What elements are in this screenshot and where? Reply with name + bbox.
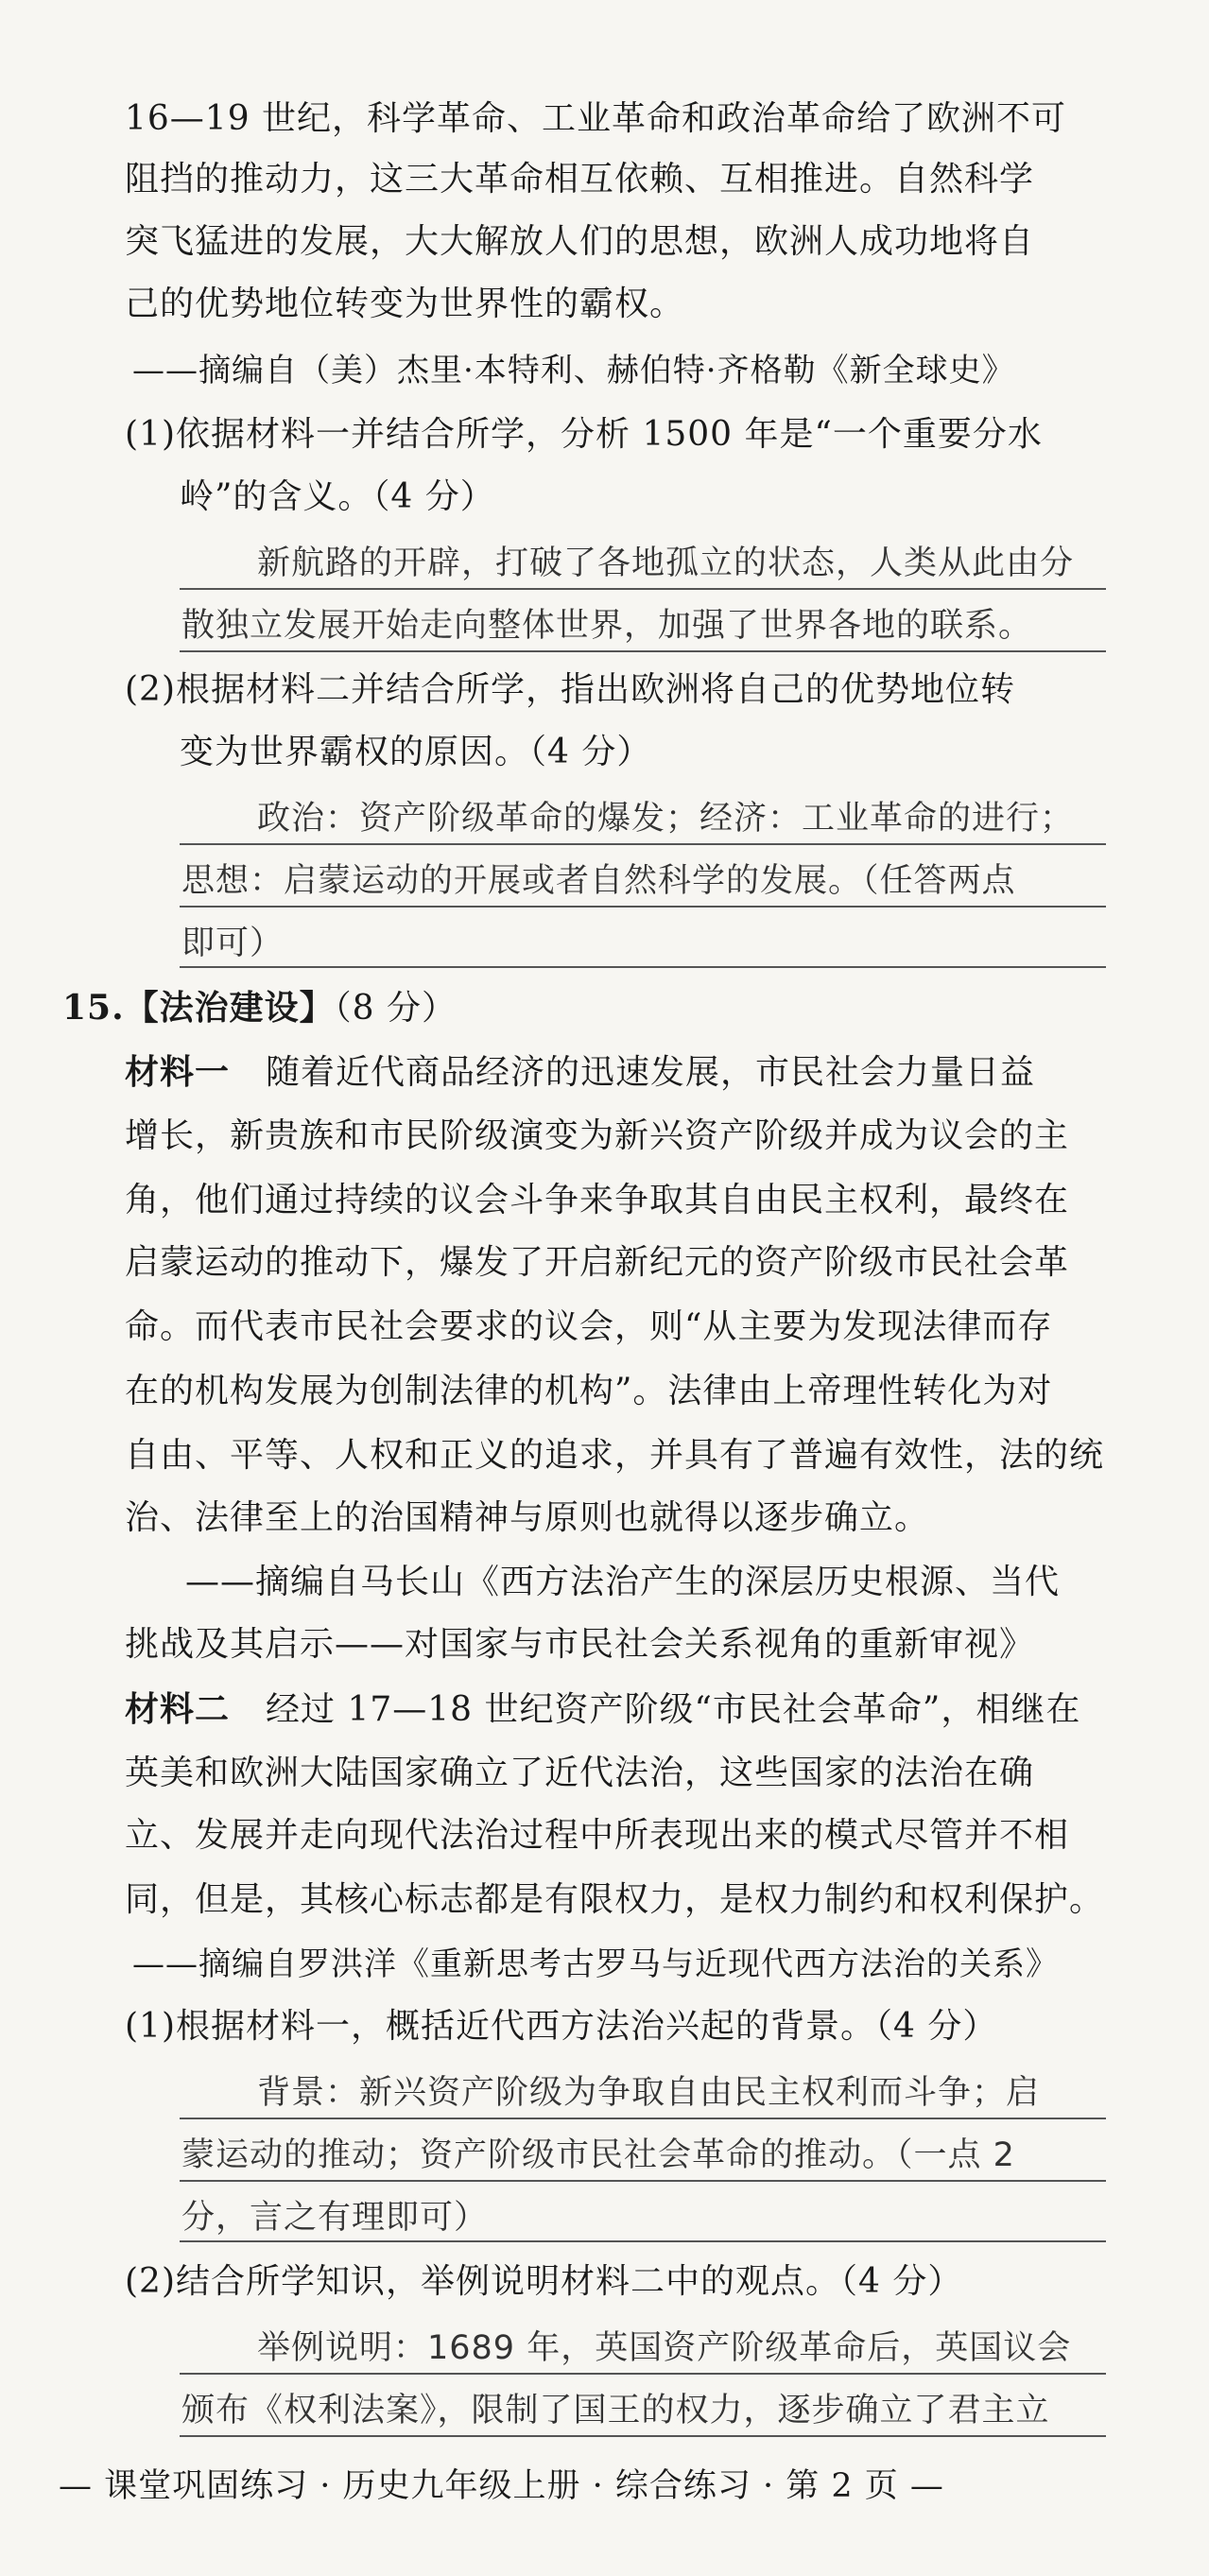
q15-sub1-answer: 分，言之有理即可） — [181, 2199, 489, 2237]
intro-line: 突飞猛进的发展，大大解放人们的思想，欧洲人成功地将自 — [125, 222, 1035, 261]
q15-sub2-answer: 颁布《权利法案》，限制了国王的权力，逐步确立了君主立 — [181, 2392, 1050, 2429]
answer-rule — [180, 843, 1106, 845]
answer-rule — [180, 650, 1106, 652]
answer-rule — [180, 588, 1106, 590]
material-one-source: 挑战及其启示——对国家与市民社会关系视角的重新审视》 — [125, 1625, 1035, 1664]
material-two-line: 立、发展并走向现代法治过程中所表现出来的模式尽管并不相 — [125, 1816, 1070, 1855]
material-one-line: 自由、平等、人权和正义的追求，并具有了普遍有效性，法的统 — [125, 1436, 1105, 1475]
material-one-source: ——摘编自马长山《西方法治产生的深层历史根源、当代 — [185, 1563, 1061, 1601]
question-tag: 【法治建设】 — [124, 988, 335, 1028]
q15-sub2-answer: 举例说明：1689 年，英国资产阶级革命后，英国议会 — [257, 2329, 1072, 2367]
q14-sub2-answer: 政治：资产阶级革命的爆发；经济：工业革命的进行； — [257, 800, 1075, 838]
intro-line: 16—19 世纪，科学革命、工业革命和政治革命给了欧洲不可 — [125, 99, 1067, 138]
q14-sub1-answer: 散独立发展开始走向整体世界，加强了世界各地的联系。 — [181, 607, 1033, 645]
page-footer: — 课堂巩固练习 · 历史九年级上册 · 综合练习 · 第 2 页 — — [59, 2467, 944, 2505]
material-one-line: 命。而代表市民社会要求的议会，则“从主要为发现法律而存 — [125, 1307, 1053, 1346]
answer-rule — [180, 2118, 1106, 2119]
answer-rule — [180, 2373, 1106, 2375]
material-two-line: 材料二 经过 17—18 世纪资产阶级“市民社会革命”，相继在 — [125, 1689, 1081, 1729]
q14-sub2-line: 变为世界霸权的原因。（4 分） — [180, 733, 652, 771]
material-one-line: 在的机构发展为创制法律的机构”。法律由上帝理性转化为对 — [125, 1372, 1053, 1410]
answer-rule — [180, 2435, 1106, 2437]
q14-sub2-answer: 思想：启蒙运动的开展或者自然科学的发展。（任答两点 — [181, 862, 1016, 900]
material-two-source: ——摘编自罗洪洋《重新思考古罗马与近现代西方法治的关系》 — [132, 1945, 1059, 1983]
answer-rule — [180, 2240, 1106, 2242]
material-two-line: 英美和欧洲大陆国家确立了近代法治，这些国家的法治在确 — [125, 1754, 1035, 1792]
material-one-line: 启蒙运动的推动下，爆发了开启新纪元的资产阶级市民社会革 — [125, 1243, 1070, 1282]
q15-sub1-line: (1)根据材料一，概括近代西方法治兴起的背景。（4 分） — [125, 2007, 998, 2046]
intro-line: 己的优势地位转变为世界性的霸权。 — [125, 285, 685, 323]
q14-sub1-line: (1)依据材料一并结合所学，分析 1500 年是“一个重要分水 — [125, 415, 1043, 454]
material-one-line: 角，他们通过持续的议会斗争来争取其自由民主权利，最终在 — [125, 1181, 1070, 1219]
answer-rule — [180, 906, 1106, 908]
material-two-label: 材料二 — [125, 1689, 231, 1729]
material-two-line: 同，但是，其核心标志都是有限权力，是权力制约和权利保护。 — [125, 1880, 1105, 1919]
material-one-line: 材料一 随着近代商品经济的迅速发展，市民社会力量日益 — [125, 1052, 1036, 1092]
intro-line: 阻挡的推动力，这三大革命相互依赖、互相推进。自然科学 — [125, 160, 1035, 199]
q15-sub2-line: (2)结合所学知识，举例说明材料二中的观点。（4 分） — [125, 2262, 963, 2301]
q14-sub1-line: 岭”的含义。（4 分） — [180, 477, 495, 516]
q15-sub1-answer: 背景：新兴资产阶级为争取自由民主权利而斗争；启 — [257, 2074, 1041, 2112]
answer-rule — [180, 966, 1106, 968]
intro-source: ——摘编自（美）杰里·本特利、赫伯特·齐格勒《新全球史》 — [132, 352, 1015, 389]
material-one-line: 增长，新贵族和市民阶级演变为新兴资产阶级并成为议会的主 — [125, 1116, 1070, 1155]
material-one-line: 治、法律至上的治国精神与原则也就得以逐步确立。 — [125, 1498, 930, 1537]
q14-sub2-line: (2)根据材料二并结合所学，指出欧洲将自己的优势地位转 — [125, 670, 1015, 709]
q15-heading — [62, 985, 457, 1031]
q15-sub1-answer: 蒙运动的推动；资产阶级市民社会革命的推动。（一点 2 — [181, 2136, 1015, 2174]
question-number: 15. — [62, 988, 125, 1028]
question-score: （8 分） — [334, 989, 458, 1028]
answer-rule — [180, 2180, 1106, 2182]
material-one-label: 材料一 — [125, 1052, 231, 1092]
q14-sub2-answer: 即可） — [181, 925, 285, 962]
q14-sub1-answer: 新航路的开辟，打破了各地孤立的状态，人类从此由分 — [257, 545, 1075, 582]
